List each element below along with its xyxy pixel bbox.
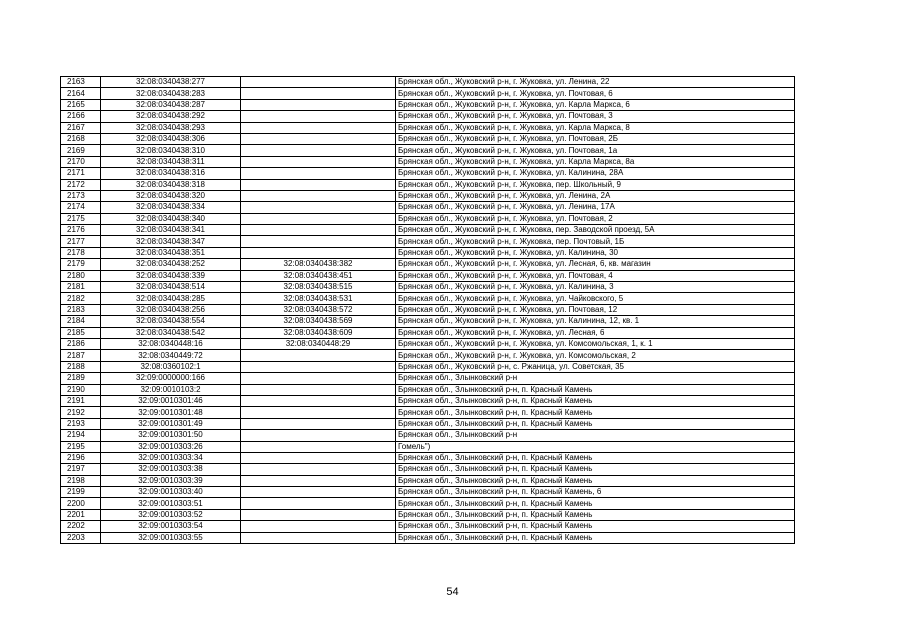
address-cell: Брянская обл., Жуковский р-н, г. Жуковка, ул. Комсомольская, 1, к. 1 bbox=[396, 338, 795, 349]
row-number-cell: 2173 bbox=[61, 190, 101, 201]
address-cell: Брянская обл., Жуковский р-н, г. Жуковка, ул. Ленина, 17А bbox=[396, 202, 795, 213]
linked-cadastral-number-cell: 32:08:0340438:451 bbox=[241, 270, 396, 281]
cadastral-number-cell: 32:09:0010303:26 bbox=[101, 441, 241, 452]
cadastral-number-cell: 32:09:0000000:166 bbox=[101, 373, 241, 384]
table-row bbox=[61, 475, 795, 486]
table-row bbox=[61, 452, 795, 463]
table-row bbox=[61, 111, 795, 122]
page-number: 54 bbox=[446, 586, 459, 598]
linked-cadastral-number-cell: 32:08:0340448:29 bbox=[241, 338, 396, 349]
table-row bbox=[61, 418, 795, 429]
row-number-cell: 2179 bbox=[61, 259, 101, 270]
table-row bbox=[61, 361, 795, 372]
row-number-cell: 2167 bbox=[61, 122, 101, 133]
linked-cadastral-number-cell bbox=[241, 99, 396, 110]
row-number-cell: 2170 bbox=[61, 156, 101, 167]
address-cell: Брянская обл., Жуковский р-н, г. Жуковка, ул. Почтовая, 3 bbox=[396, 111, 795, 122]
linked-cadastral-number-cell bbox=[241, 487, 396, 498]
cadastral-number-cell: 32:09:0010301:50 bbox=[101, 430, 241, 441]
table-row bbox=[61, 441, 795, 452]
address-cell: Брянская обл., Злынковский р-н, п. Красный Камень bbox=[396, 521, 795, 532]
row-number-cell: 2192 bbox=[61, 407, 101, 418]
table-row bbox=[61, 145, 795, 156]
linked-cadastral-number-cell bbox=[241, 213, 396, 224]
linked-cadastral-number-cell: 32:08:0340438:572 bbox=[241, 304, 396, 315]
row-number-cell: 2166 bbox=[61, 111, 101, 122]
linked-cadastral-number-cell bbox=[241, 441, 396, 452]
table-row bbox=[61, 487, 795, 498]
table-row bbox=[61, 430, 795, 441]
cadastral-number-cell: 32:08:0340438:285 bbox=[101, 293, 241, 304]
row-number-cell: 2191 bbox=[61, 395, 101, 406]
cadastral-number-cell: 32:08:0340438:293 bbox=[101, 122, 241, 133]
cadastral-number-cell: 32:08:0340438:554 bbox=[101, 316, 241, 327]
address-cell: Брянская обл., Злынковский р-н, п. Красный Камень bbox=[396, 395, 795, 406]
linked-cadastral-number-cell: 32:08:0340438:609 bbox=[241, 327, 396, 338]
row-number-cell: 2198 bbox=[61, 475, 101, 486]
table-row bbox=[61, 156, 795, 167]
linked-cadastral-number-cell: 32:08:0340438:569 bbox=[241, 316, 396, 327]
address-cell: Брянская обл., Злынковский р-н, п. Красный Камень bbox=[396, 509, 795, 520]
table-row bbox=[61, 168, 795, 179]
address-cell: Брянская обл., Злынковский р-н, п. Красный Камень bbox=[396, 475, 795, 486]
table-row bbox=[61, 464, 795, 475]
linked-cadastral-number-cell bbox=[241, 418, 396, 429]
cadastral-number-cell: 32:08:0340438:292 bbox=[101, 111, 241, 122]
address-cell: Брянская обл., Жуковский р-н, г. Жуковка, ул. Почтовая, 2Б bbox=[396, 133, 795, 144]
cadastral-number-cell: 32:08:0340438:320 bbox=[101, 190, 241, 201]
address-cell: Брянская обл., Жуковский р-н, г. Жуковка, ул. Чайковского, 5 bbox=[396, 293, 795, 304]
address-cell: Брянская обл., Злынковский р-н, п. Красный Камень bbox=[396, 384, 795, 395]
row-number-cell: 2196 bbox=[61, 452, 101, 463]
linked-cadastral-number-cell bbox=[241, 361, 396, 372]
cadastral-number-cell: 32:08:0340438:310 bbox=[101, 145, 241, 156]
linked-cadastral-number-cell bbox=[241, 145, 396, 156]
cadastral-number-cell: 32:08:0340438:283 bbox=[101, 88, 241, 99]
cadastral-number-cell: 32:09:0010103:2 bbox=[101, 384, 241, 395]
row-number-cell: 2163 bbox=[61, 77, 101, 88]
address-cell: Брянская обл., Жуковский р-н, г. Жуковка, ул. Ленина, 2А bbox=[396, 190, 795, 201]
address-cell: Брянская обл., Злынковский р-н, п. Красный Камень bbox=[396, 532, 795, 543]
address-cell: Брянская обл., Жуковский р-н, г. Жуковка, ул. Почтовая, 6 bbox=[396, 88, 795, 99]
table-body bbox=[61, 77, 795, 544]
table-row bbox=[61, 122, 795, 133]
row-number-cell: 2184 bbox=[61, 316, 101, 327]
row-number-cell: 2190 bbox=[61, 384, 101, 395]
cadastral-number-cell: 32:08:0340438:252 bbox=[101, 259, 241, 270]
cadastral-number-cell: 32:08:0340438:316 bbox=[101, 168, 241, 179]
linked-cadastral-number-cell bbox=[241, 190, 396, 201]
linked-cadastral-number-cell: 32:08:0340438:382 bbox=[241, 259, 396, 270]
table-row bbox=[61, 282, 795, 293]
linked-cadastral-number-cell bbox=[241, 88, 396, 99]
row-number-cell: 2164 bbox=[61, 88, 101, 99]
table-row bbox=[61, 88, 795, 99]
table-row bbox=[61, 316, 795, 327]
row-number-cell: 2188 bbox=[61, 361, 101, 372]
property-table bbox=[60, 76, 795, 544]
linked-cadastral-number-cell bbox=[241, 350, 396, 361]
cadastral-number-cell: 32:09:0010303:51 bbox=[101, 498, 241, 509]
table-row bbox=[61, 77, 795, 88]
address-cell: Брянская обл., Жуковский р-н, г. Жуковка, ул. Комсомольская, 2 bbox=[396, 350, 795, 361]
address-cell: Брянская обл., Злынковский р-н bbox=[396, 373, 795, 384]
row-number-cell: 2199 bbox=[61, 487, 101, 498]
address-cell: Брянская обл., Жуковский р-н, г. Жуковка, ул. Калинина, 30 bbox=[396, 247, 795, 258]
cadastral-number-cell: 32:08:0340448:16 bbox=[101, 338, 241, 349]
cadastral-number-cell: 32:09:0010301:49 bbox=[101, 418, 241, 429]
cadastral-number-cell: 32:08:0340438:514 bbox=[101, 282, 241, 293]
linked-cadastral-number-cell bbox=[241, 225, 396, 236]
cadastral-number-cell: 32:08:0340438:339 bbox=[101, 270, 241, 281]
table-row bbox=[61, 179, 795, 190]
row-number-cell: 2178 bbox=[61, 247, 101, 258]
row-number-cell: 2194 bbox=[61, 430, 101, 441]
row-number-cell: 2195 bbox=[61, 441, 101, 452]
address-cell: Брянская обл., Жуковский р-н, г. Жуковка, ул. Ленина, 22 bbox=[396, 77, 795, 88]
address-cell: Брянская обл., Злынковский р-н, п. Красный Камень bbox=[396, 498, 795, 509]
cadastral-number-cell: 32:08:0340438:340 bbox=[101, 213, 241, 224]
row-number-cell: 2183 bbox=[61, 304, 101, 315]
address-cell: Брянская обл., Жуковский р-н, г. Жуковка, ул. Калинина, 12, кв. 1 bbox=[396, 316, 795, 327]
row-number-cell: 2165 bbox=[61, 99, 101, 110]
cadastral-number-cell: 32:09:0010301:46 bbox=[101, 395, 241, 406]
table-row bbox=[61, 521, 795, 532]
linked-cadastral-number-cell bbox=[241, 384, 396, 395]
linked-cadastral-number-cell bbox=[241, 521, 396, 532]
table-row bbox=[61, 304, 795, 315]
cadastral-number-cell: 32:08:0340438:341 bbox=[101, 225, 241, 236]
table-row bbox=[61, 373, 795, 384]
cadastral-number-cell: 32:08:0340438:277 bbox=[101, 77, 241, 88]
row-number-cell: 2177 bbox=[61, 236, 101, 247]
address-cell: Брянская обл., Жуковский р-н, г. Жуковка, ул. Почтовая, 12 bbox=[396, 304, 795, 315]
linked-cadastral-number-cell bbox=[241, 77, 396, 88]
row-number-cell: 2174 bbox=[61, 202, 101, 213]
cadastral-number-cell: 32:09:0010303:39 bbox=[101, 475, 241, 486]
address-cell: Брянская обл., Жуковский р-н, г. Жуковка, пер. Школьный, 9 bbox=[396, 179, 795, 190]
table-row bbox=[61, 259, 795, 270]
table-row bbox=[61, 270, 795, 281]
row-number-cell: 2197 bbox=[61, 464, 101, 475]
cadastral-number-cell: 32:09:0010303:34 bbox=[101, 452, 241, 463]
cadastral-number-cell: 32:09:0010303:55 bbox=[101, 532, 241, 543]
row-number-cell: 2172 bbox=[61, 179, 101, 190]
cadastral-number-cell: 32:09:0010303:52 bbox=[101, 509, 241, 520]
linked-cadastral-number-cell bbox=[241, 452, 396, 463]
row-number-cell: 2168 bbox=[61, 133, 101, 144]
cadastral-number-cell: 32:08:0340438:318 bbox=[101, 179, 241, 190]
cadastral-number-cell: 32:08:0340438:306 bbox=[101, 133, 241, 144]
address-cell: Брянская обл., Жуковский р-н, г. Жуковка, ул. Почтовая, 2 bbox=[396, 213, 795, 224]
table-row bbox=[61, 213, 795, 224]
row-number-cell: 2171 bbox=[61, 168, 101, 179]
linked-cadastral-number-cell bbox=[241, 395, 396, 406]
linked-cadastral-number-cell bbox=[241, 236, 396, 247]
table-row bbox=[61, 293, 795, 304]
row-number-cell: 2175 bbox=[61, 213, 101, 224]
address-cell: Брянская обл., Жуковский р-н, г. Жуковка, пер. Почтовый, 1Б bbox=[396, 236, 795, 247]
address-cell: Брянская обл., Злынковский р-н, п. Красный Камень bbox=[396, 464, 795, 475]
row-number-cell: 2181 bbox=[61, 282, 101, 293]
table-row bbox=[61, 532, 795, 543]
linked-cadastral-number-cell bbox=[241, 247, 396, 258]
linked-cadastral-number-cell bbox=[241, 179, 396, 190]
table-row bbox=[61, 225, 795, 236]
address-cell: Брянская обл., Жуковский р-н, г. Жуковка, ул. Почтовая, 4 bbox=[396, 270, 795, 281]
table-row bbox=[61, 327, 795, 338]
cadastral-number-cell: 32:08:0340438:542 bbox=[101, 327, 241, 338]
table-row bbox=[61, 236, 795, 247]
cadastral-number-cell: 32:08:0340438:334 bbox=[101, 202, 241, 213]
table-row bbox=[61, 190, 795, 201]
address-cell: Брянская обл., Жуковский р-н, г. Жуковка, ул. Калинина, 3 bbox=[396, 282, 795, 293]
cadastral-number-cell: 32:08:0340438:351 bbox=[101, 247, 241, 258]
table-row bbox=[61, 99, 795, 110]
table-row bbox=[61, 202, 795, 213]
cadastral-number-cell: 32:09:0010303:54 bbox=[101, 521, 241, 532]
table-row bbox=[61, 407, 795, 418]
address-cell: Брянская обл., Жуковский р-н, г. Жуковка, ул. Карла Маркса, 8 bbox=[396, 122, 795, 133]
address-cell: Гомель") bbox=[396, 441, 795, 452]
table-row bbox=[61, 395, 795, 406]
row-number-cell: 2187 bbox=[61, 350, 101, 361]
row-number-cell: 2180 bbox=[61, 270, 101, 281]
address-cell: Брянская обл., Злынковский р-н, п. Красный Камень bbox=[396, 452, 795, 463]
cadastral-number-cell: 32:09:0010301:48 bbox=[101, 407, 241, 418]
linked-cadastral-number-cell bbox=[241, 475, 396, 486]
table-row bbox=[61, 384, 795, 395]
linked-cadastral-number-cell bbox=[241, 498, 396, 509]
linked-cadastral-number-cell bbox=[241, 464, 396, 475]
row-number-cell: 2176 bbox=[61, 225, 101, 236]
address-cell: Брянская обл., Злынковский р-н, п. Красный Камень, 6 bbox=[396, 487, 795, 498]
address-cell: Брянская обл., Жуковский р-н, г. Жуковка, ул. Карла Маркса, 6 bbox=[396, 99, 795, 110]
cadastral-number-cell: 32:08:0340438:256 bbox=[101, 304, 241, 315]
address-cell: Брянская обл., Злынковский р-н, п. Красный Камень bbox=[396, 407, 795, 418]
address-cell: Брянская обл., Злынковский р-н, п. Красный Камень bbox=[396, 418, 795, 429]
row-number-cell: 2189 bbox=[61, 373, 101, 384]
cadastral-number-cell: 32:08:0360102:1 bbox=[101, 361, 241, 372]
linked-cadastral-number-cell bbox=[241, 122, 396, 133]
address-cell: Брянская обл., Жуковский р-н, г. Жуковка, ул. Карла Маркса, 8а bbox=[396, 156, 795, 167]
row-number-cell: 2182 bbox=[61, 293, 101, 304]
row-number-cell: 2203 bbox=[61, 532, 101, 543]
linked-cadastral-number-cell bbox=[241, 156, 396, 167]
table-row bbox=[61, 133, 795, 144]
table-row bbox=[61, 509, 795, 520]
linked-cadastral-number-cell bbox=[241, 111, 396, 122]
address-cell: Брянская обл., Жуковский р-н, г. Жуковка, ул. Калинина, 28А bbox=[396, 168, 795, 179]
row-number-cell: 2169 bbox=[61, 145, 101, 156]
linked-cadastral-number-cell bbox=[241, 168, 396, 179]
row-number-cell: 2193 bbox=[61, 418, 101, 429]
linked-cadastral-number-cell bbox=[241, 407, 396, 418]
address-cell: Брянская обл., Жуковский р-н, г. Жуковка, ул. Лесная, 6 bbox=[396, 327, 795, 338]
linked-cadastral-number-cell bbox=[241, 133, 396, 144]
address-cell: Брянская обл., Злынковский р-н bbox=[396, 430, 795, 441]
table-row bbox=[61, 498, 795, 509]
row-number-cell: 2202 bbox=[61, 521, 101, 532]
row-number-cell: 2200 bbox=[61, 498, 101, 509]
address-cell: Брянская обл., Жуковский р-н, г. Жуковка, пер. Заводской проезд, 5А bbox=[396, 225, 795, 236]
cadastral-number-cell: 32:09:0010303:40 bbox=[101, 487, 241, 498]
row-number-cell: 2201 bbox=[61, 509, 101, 520]
cadastral-number-cell: 32:08:0340438:347 bbox=[101, 236, 241, 247]
row-number-cell: 2186 bbox=[61, 338, 101, 349]
row-number-cell: 2185 bbox=[61, 327, 101, 338]
cadastral-number-cell: 32:08:0340438:287 bbox=[101, 99, 241, 110]
cadastral-number-cell: 32:08:0340449:72 bbox=[101, 350, 241, 361]
linked-cadastral-number-cell bbox=[241, 509, 396, 520]
table-row bbox=[61, 338, 795, 349]
cadastral-number-cell: 32:09:0010303:38 bbox=[101, 464, 241, 475]
address-cell: Брянская обл., Жуковский р-н, с. Ржаница, ул. Советская, 35 bbox=[396, 361, 795, 372]
linked-cadastral-number-cell bbox=[241, 430, 396, 441]
cadastral-number-cell: 32:08:0340438:311 bbox=[101, 156, 241, 167]
address-cell: Брянская обл., Жуковский р-н, г. Жуковка, ул. Почтовая, 1а bbox=[396, 145, 795, 156]
table-row bbox=[61, 350, 795, 361]
address-cell: Брянская обл., Жуковский р-н, г. Жуковка, ул. Лесная, 6, кв. магазин bbox=[396, 259, 795, 270]
table-row bbox=[61, 247, 795, 258]
linked-cadastral-number-cell: 32:08:0340438:515 bbox=[241, 282, 396, 293]
linked-cadastral-number-cell: 32:08:0340438:531 bbox=[241, 293, 396, 304]
linked-cadastral-number-cell bbox=[241, 373, 396, 384]
linked-cadastral-number-cell bbox=[241, 532, 396, 543]
linked-cadastral-number-cell bbox=[241, 202, 396, 213]
